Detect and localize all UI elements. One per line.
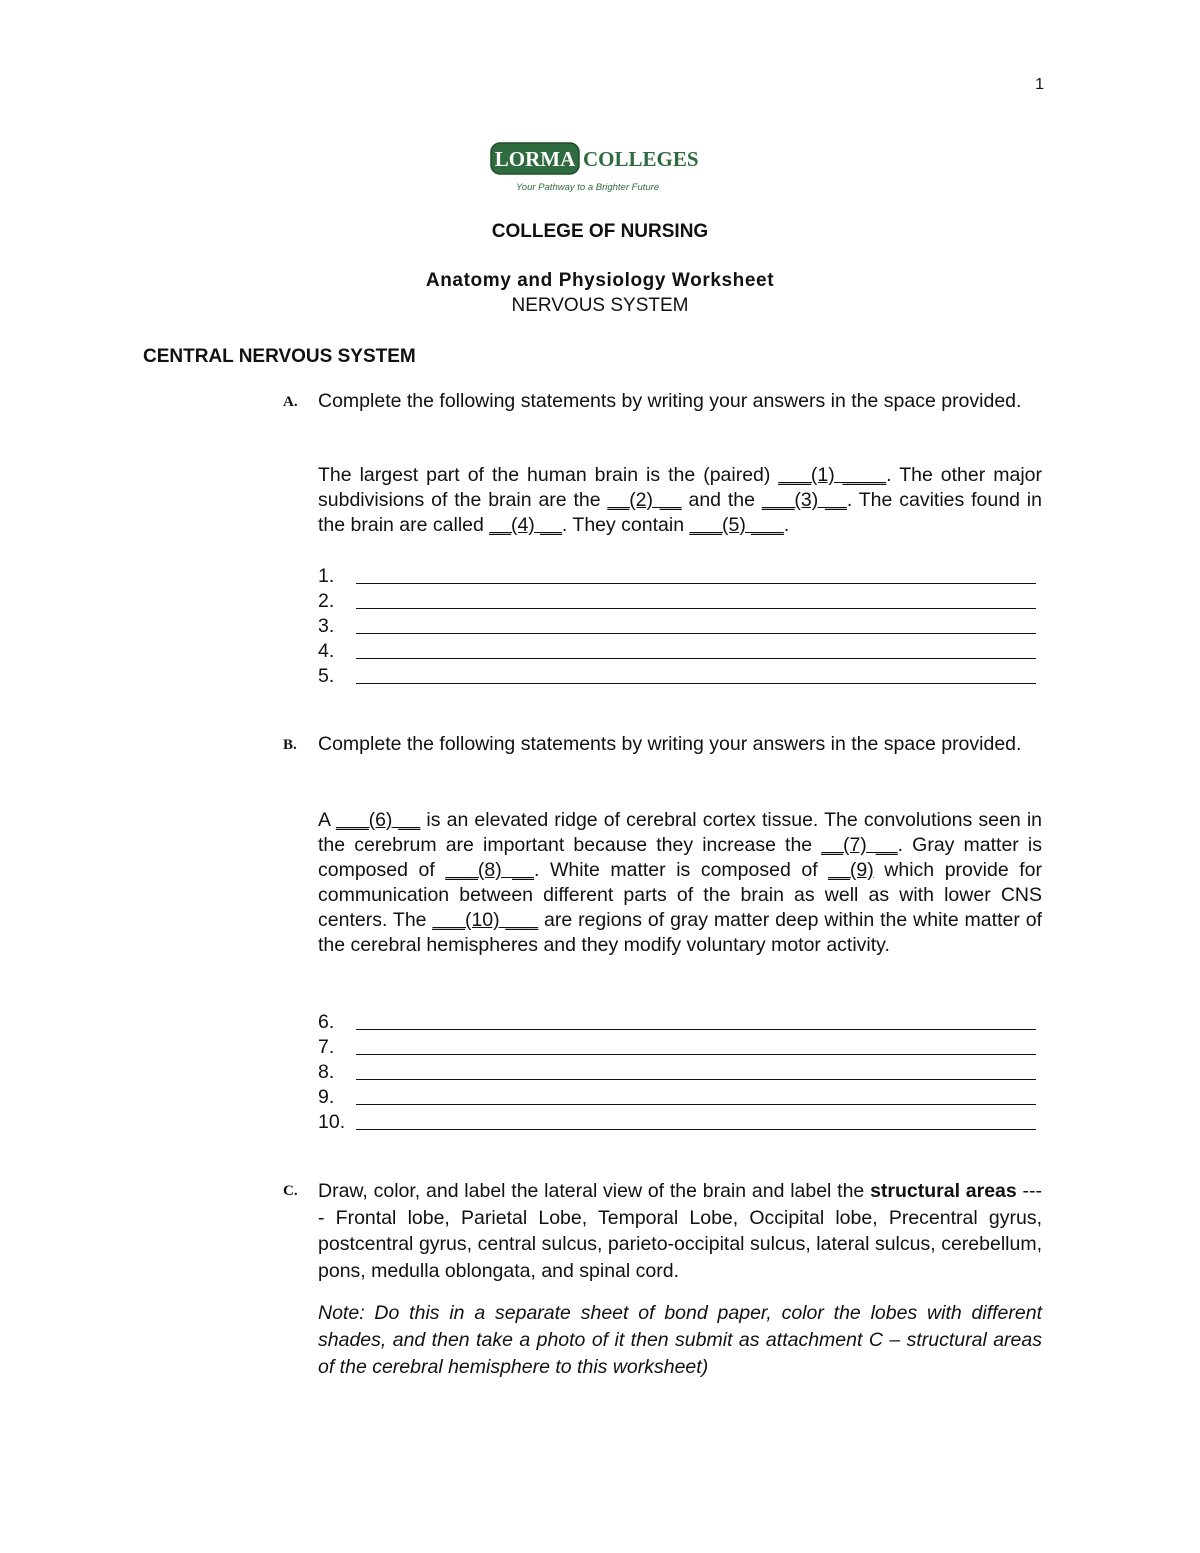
text: which provide for communication between different parts of the brain as well as with lower CNS centers. The xyxy=(318,859,1042,931)
answer-row xyxy=(318,1034,1042,1059)
section-a-instruction: Complete the following statements by writing your answers in the space provided. xyxy=(318,390,1022,412)
answer-row xyxy=(318,588,1042,613)
answer-line[interactable] xyxy=(356,590,1036,609)
blank-3: ___(3) __ xyxy=(761,489,847,511)
text: ---- Frontal lobe, Parietal Lobe, Temporal Lobe, Occipital lobe, Precentral gyrus, postcentral gyrus, central sulcus, parieto-occipital sulcus, lateral sulcus, cerebellum, pons, medulla oblongata, and spinal cord. xyxy=(318,1180,1043,1282)
blank-5: ___(5) ___ xyxy=(689,514,784,536)
answer-row xyxy=(318,563,1042,588)
answer-line[interactable] xyxy=(356,1036,1036,1055)
structural-areas-label: structural areas xyxy=(870,1180,1017,1202)
answer-row xyxy=(318,663,1042,688)
section-c-paragraph xyxy=(318,1178,1042,1284)
worksheet-title: Anatomy and Physiology Worksheet xyxy=(425,270,775,291)
text: . The cavities found in the brain are called xyxy=(318,489,1042,536)
text: are regions of gray matter deep within the white matter of the cerebral hemispheres and they modify voluntary motor activity. xyxy=(318,909,1042,956)
answer-number: 9. xyxy=(318,1086,335,1108)
blank-10: ___(10) ___ xyxy=(432,909,539,931)
worksheet-subtitle: NERVOUS SYSTEM xyxy=(511,295,689,316)
text: Draw, color, and label the lateral view of the brain and label the xyxy=(318,1180,871,1202)
text: . xyxy=(783,514,790,536)
blank-4: __(4) __ xyxy=(489,514,562,536)
blank-6: ___(6) __ xyxy=(336,809,421,831)
section-c-letter: C. xyxy=(283,1183,298,1199)
answer-number: 4. xyxy=(318,640,335,662)
answer-number: 7. xyxy=(318,1036,335,1058)
section-b-letter: B. xyxy=(283,737,297,753)
text: . The other major subdivisions of the brain are the xyxy=(318,464,1042,511)
answer-line[interactable] xyxy=(356,1061,1036,1080)
answer-row xyxy=(318,1084,1042,1109)
section-b-instruction: Complete the following statements by writing your answers in the space provided. xyxy=(318,733,1022,755)
page-number: 1 xyxy=(1035,76,1044,93)
college-name: COLLEGE OF NURSING xyxy=(491,221,709,242)
logo-name-right: COLLEGES xyxy=(583,147,699,171)
text: is an elevated ridge of cerebral cortex tissue. The convolutions seen in the cerebrum are important because they increase the xyxy=(318,809,1042,856)
section-a-answers xyxy=(318,563,1042,688)
answer-number: 10. xyxy=(318,1111,346,1133)
answer-number: 1. xyxy=(318,565,335,587)
logo-name-left: LORMA xyxy=(494,147,576,171)
answer-row xyxy=(318,638,1042,663)
section-a-paragraph xyxy=(318,463,1042,538)
section-b-paragraph xyxy=(318,808,1042,958)
answer-row xyxy=(318,1109,1042,1134)
text: . White matter is composed of xyxy=(533,859,829,881)
blank-8: ___(8) __ xyxy=(445,859,534,881)
answer-line[interactable] xyxy=(356,665,1036,684)
answer-row xyxy=(318,613,1042,638)
answer-number: 3. xyxy=(318,615,335,637)
section-heading: CENTRAL NERVOUS SYSTEM xyxy=(143,346,416,367)
section-b-answers xyxy=(318,1009,1042,1134)
blank-1: ___(1) ____ xyxy=(778,464,887,486)
answer-number: 2. xyxy=(318,590,335,612)
text: and the xyxy=(681,489,762,511)
blank-7: __(7) __ xyxy=(821,834,898,856)
logo-tagline: Your Pathway to a Brighter Future xyxy=(516,182,660,193)
section-c-note: Note: Do this in a separate sheet of bond paper, color the lobes with different shades, and then take a photo of it then submit as attachment C – structural areas of the cerebral hemisphere to this worksheet) xyxy=(318,1302,1042,1378)
answer-line[interactable] xyxy=(356,1086,1036,1105)
answer-line[interactable] xyxy=(356,565,1036,584)
answer-line[interactable] xyxy=(356,1011,1036,1030)
section-a-letter: A. xyxy=(283,394,298,410)
answer-line[interactable] xyxy=(356,1111,1036,1130)
answer-number: 6. xyxy=(318,1011,335,1033)
answer-line[interactable] xyxy=(356,640,1036,659)
text: A xyxy=(318,809,337,831)
blank-2: __(2) __ xyxy=(607,489,682,511)
answer-number: 5. xyxy=(318,665,335,687)
answer-row xyxy=(318,1009,1042,1034)
answer-line[interactable] xyxy=(356,615,1036,634)
answer-row xyxy=(318,1059,1042,1084)
text: The largest part of the human brain is the (paired) xyxy=(318,464,779,486)
lorma-colleges-logo xyxy=(490,140,700,196)
text: . They contain xyxy=(561,514,690,536)
blank-9: __(9) xyxy=(828,859,874,881)
answer-number: 8. xyxy=(318,1061,335,1083)
text: . Gray matter is composed of xyxy=(318,834,1042,881)
